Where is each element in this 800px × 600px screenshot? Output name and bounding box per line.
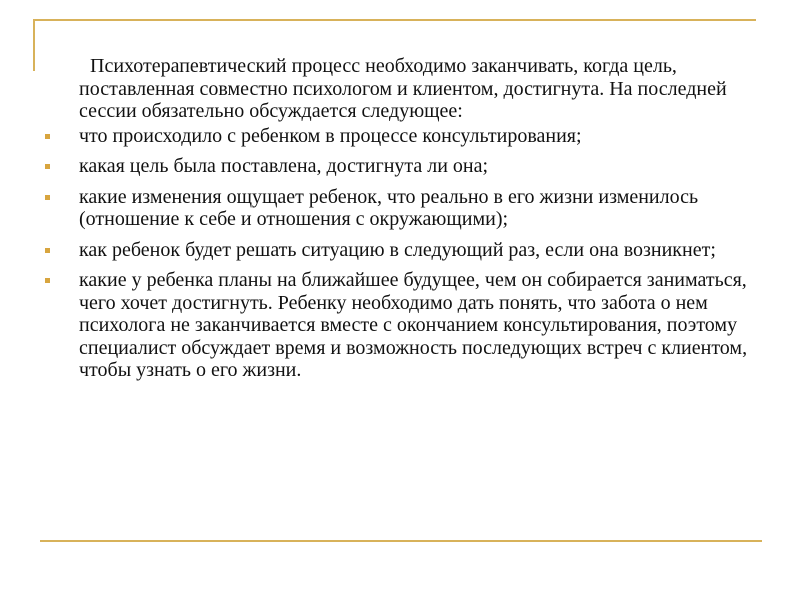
square-bullet-icon bbox=[45, 195, 50, 200]
square-bullet-icon bbox=[45, 164, 50, 169]
list-item bbox=[79, 186, 759, 231]
bullet-list bbox=[79, 125, 759, 382]
list-item-text: какие изменения ощущает ребенок, что реально в его жизни изменилось (отношение к себе и отношения с окружающими); bbox=[79, 185, 699, 230]
decorative-bottom-line bbox=[40, 540, 762, 542]
list-item-text: какие у ребенка планы на ближайшее будущее, чем он собирается заниматься, чего хочет достигнуть. Ребенку необходимо дать понять, что забота о нем психолога не заканчивается вместе с окончанием консультирования, поэтому специалист обсуждает время и возможность последующих встреч с клиентом, чтобы узнать о его жизни. bbox=[79, 269, 748, 381]
decorative-frame-left-line bbox=[33, 19, 35, 71]
list-item-text: какая цель была поставлена, достигнута ли она; bbox=[79, 155, 489, 177]
square-bullet-icon bbox=[45, 248, 50, 253]
decorative-frame-top-line bbox=[33, 19, 756, 21]
list-item bbox=[79, 239, 759, 262]
list-item bbox=[79, 269, 759, 382]
list-item bbox=[79, 155, 759, 178]
list-item-text: как ребенок будет решать ситуацию в следующий раз, если она возникнет; bbox=[79, 238, 716, 261]
square-bullet-icon bbox=[45, 278, 50, 283]
list-item-text: что происходило с ребенком в процессе консультирования; bbox=[79, 124, 582, 147]
intro-paragraph: Психотерапевтический процесс необходимо заканчивать, когда цель, поставленная совместно психологом и клиентом, достигнута. На последней сессии обязательно обсуждается следующее: bbox=[79, 55, 727, 122]
slide-content bbox=[79, 55, 759, 390]
square-bullet-icon bbox=[45, 134, 50, 139]
list-item bbox=[79, 125, 759, 148]
